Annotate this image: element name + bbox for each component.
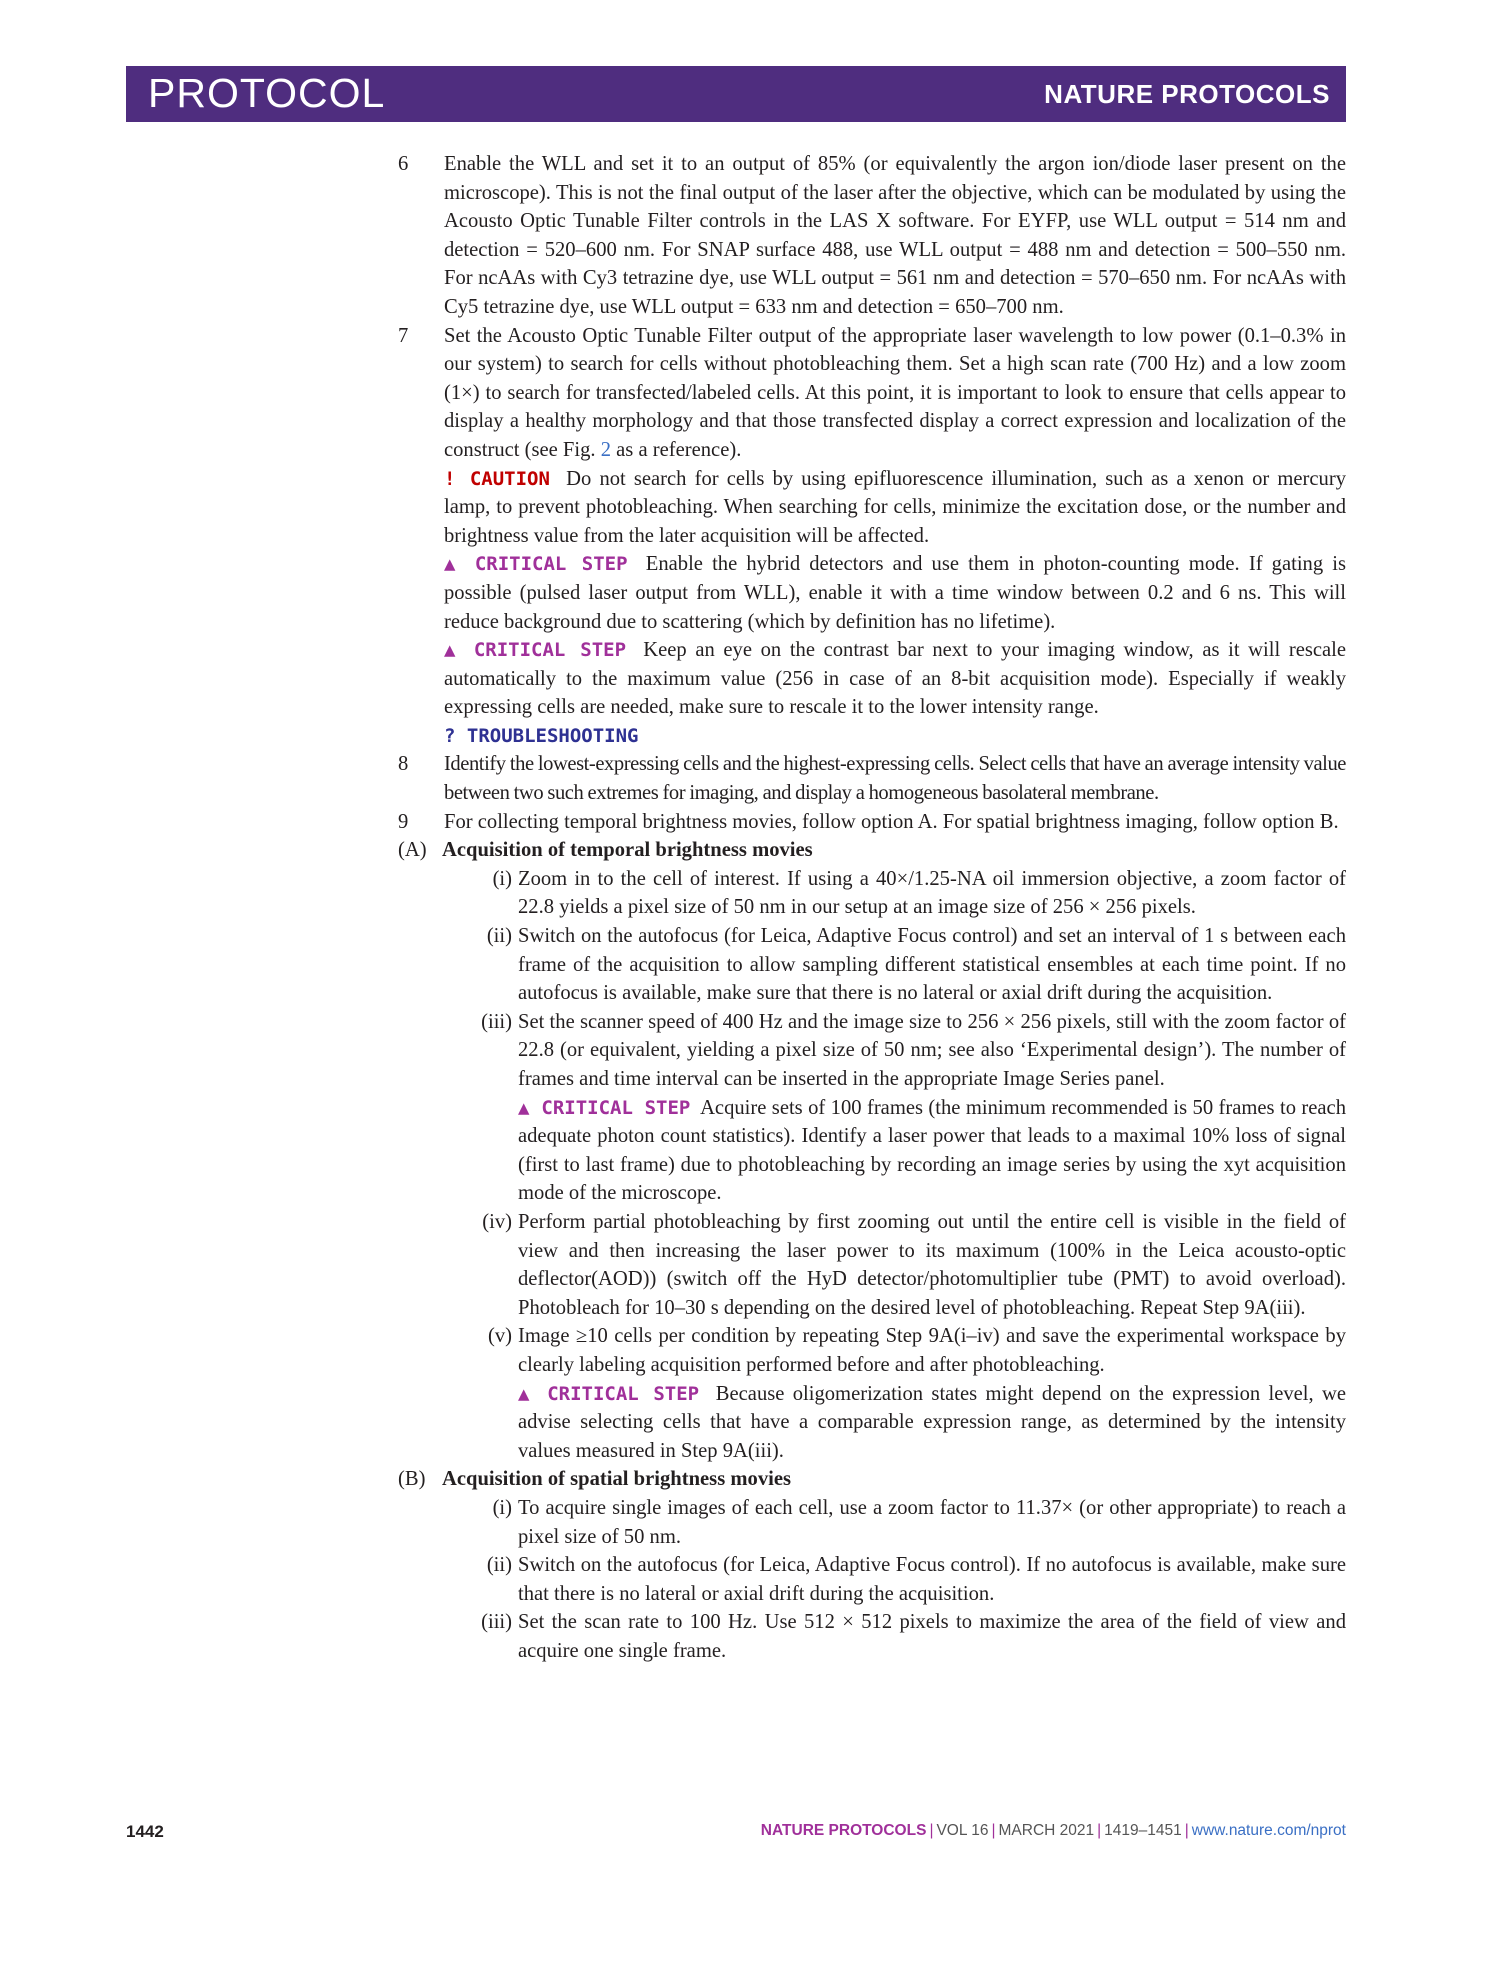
substep-a-iv [398, 1208, 1346, 1322]
step-number: 7 [398, 324, 409, 347]
step-9 [398, 808, 1346, 837]
option-a-heading [398, 836, 1346, 865]
step-text-end: as a reference). [616, 438, 742, 461]
substep-number: (iii) [481, 1611, 512, 1634]
critical-step-note [398, 636, 1346, 722]
critical-step-label: ▲ CRITICAL STEP [444, 639, 627, 662]
substep-text: Set the scan rate to 100 Hz. Use 512 × 512 pixels to maximize the area of the field of view and acquire one single frame. [518, 1611, 1346, 1662]
substep-number: (i) [492, 1496, 512, 1519]
step-text: Enable the WLL and set it to an output of 85% (or equivalently the argon ion/diode laser present on the microscope). This is not the final output of the laser after the objective, which can be modulated by using the Acousto Optic Tunable Filter controls in the LAS X software. For EYFP, use WLL output = 514 nm and detection = 520–600 nm. For SNAP surface 488, use WLL output = 488 nm and detection = 500–550 nm. For ncAAs with Cy3 tetrazine dye, use WLL output = 561 nm and detection = 570–650 nm. For ncAAs with Cy5 tetrazine dye, use WLL output = 633 nm and detection = 650–700 nm. [444, 153, 1346, 318]
footer-pages: 1419–1451 [1104, 1822, 1182, 1839]
critical-step-note [398, 1380, 1346, 1466]
substep-a-iii [398, 1008, 1346, 1094]
caution-text: Do not search for cells by using epifluorescence illumination, such as a xenon or mercury lamp, to prevent photobleaching. When searching for cells, minimize the excitation dose, or the number and brightness value from the later acquisition will be affected. [444, 467, 1346, 547]
footer-date: MARCH 2021 [998, 1822, 1095, 1839]
critical-step-note [398, 550, 1346, 636]
substep-a-i [398, 865, 1346, 922]
step-number: 6 [398, 153, 409, 175]
section-label: PROTOCOL [148, 70, 386, 116]
step-7 [398, 322, 1346, 465]
substep-text: Switch on the autofocus (for Leica, Adaptive Focus control) and set an interval of 1 s between each frame of the acquisition to allow sampling different statistical ensembles at each time point. If no autofocus is available, make sure that there is no lateral or axial drift during the acquisition. [518, 925, 1346, 1005]
step-text: Set the Acousto Optic Tunable Filter output of the appropriate laser wavelength to low power (0.1–0.3% in our system) to search for cells without photobleaching them. Set a high scan rate (700 Hz) and a low zoom (1×) to search for transfected/labeled cells. At this point, it is important to look to ensure that cells appear to display a healthy morphology and that those transfected display a correct expression and localization of the construct (see Fig. [444, 324, 1346, 461]
option-b-heading [398, 1465, 1346, 1494]
substep-b-iii [398, 1608, 1346, 1665]
critical-step-label: ▲ CRITICAL STEP [444, 553, 628, 576]
footer-url-link[interactable]: www.nature.com/nprot [1191, 1822, 1346, 1839]
option-title: Acquisition of spatial brightness movies [442, 1468, 791, 1491]
substep-text: Perform partial photobleaching by first zooming out until the entire cell is visible in the field of view and then increasing the laser power to its maximum (100% in the Leica acousto-optic deflector(AOD)) (switch off the HyD detector/photomultiplier tube (PMT) to avoid overload). Photobleach for 10–30 s depending on the desired level of photobleaching. Repeat Step 9A(iii). [518, 1210, 1346, 1319]
page-number: 1442 [126, 1822, 164, 1841]
critical-step-label: ▲ CRITICAL STEP [518, 1096, 691, 1119]
substep-text: Image ≥10 cells per condition by repeating Step 9A(i–iv) and save the experimental workspace by clearly labeling acquisition performed before and after photobleaching. [518, 1325, 1346, 1376]
troubleshooting-note [398, 722, 1346, 751]
step-text: Identify the lowest-expressing cells and the highest-expressing cells. Select cells that have an average intensity value between two such extremes for imaging, and display a homogeneous basolateral membrane. [444, 753, 1346, 805]
substep-number: (v) [487, 1325, 512, 1348]
substep-b-i [398, 1494, 1346, 1551]
critical-step-label: ▲ CRITICAL STEP [518, 1382, 700, 1405]
caution-note [398, 465, 1346, 551]
journal-name: NATURE PROTOCOLS [1044, 79, 1330, 109]
substep-a-ii [398, 922, 1346, 1008]
critical-step-text: Because oligomerization states might depend on the expression level, we advise selecting cells that have a comparable expression range, as determined by the intensity values measured in Step 9A(iii). [518, 1382, 1347, 1462]
critical-step-note [398, 1094, 1346, 1208]
substep-text: Zoom in to the cell of interest. If using a 40×/1.25-NA oil immersion objective, a zoom factor of 22.8 yields a pixel size of 50 nm in our setup at an image size of 256 × 256 pixels. [518, 867, 1346, 919]
step-number: 8 [398, 753, 408, 776]
step-text: For collecting temporal brightness movies, follow option A. For spatial brightness imaging, follow option B. [444, 810, 1339, 833]
substep-number: (iii) [481, 1010, 512, 1033]
option-title: Acquisition of temporal brightness movies [442, 839, 813, 862]
critical-step-text: Enable the hybrid detectors and use them in photon-counting mode. If gating is possible (pulsed laser output from WLL), enable it with a time window between 0.2 and 6 ns. This will reduce background due to scattering (which by definition has no lifetime). [444, 553, 1347, 633]
option-label: (B) [398, 1468, 426, 1491]
step-8 [398, 750, 1346, 807]
substep-number: (iv) [482, 1210, 512, 1233]
caution-label: ! CAUTION [444, 467, 550, 490]
substep-number: (ii) [486, 925, 512, 948]
substep-text: Set the scanner speed of 400 Hz and the image size to 256 × 256 pixels, still with the zoom factor of 22.8 (or equivalent, yielding a pixel size of 50 nm; see also ‘Experimental design’). The number of frames and time interval can be inserted in the appropriate Image Series panel. [518, 1010, 1346, 1090]
step-6 [398, 150, 1346, 322]
troubleshooting-link[interactable]: ? TROUBLESHOOTING [444, 724, 639, 747]
substep-a-v [398, 1322, 1346, 1379]
substep-b-ii [398, 1551, 1346, 1608]
figure-link[interactable]: 2 [600, 438, 612, 461]
footer-journal: NATURE PROTOCOLS [760, 1822, 927, 1839]
header-banner [126, 66, 1346, 122]
footer-volume: VOL 16 [936, 1822, 989, 1839]
critical-step-text: Keep an eye on the contrast bar next to your imaging window, as it will rescale automatically to the maximum value (256 in case of an 8-bit acquisition mode). Especially if weakly expressing cells are needed, make sure to rescale it to the lower intensity range. [444, 639, 1346, 719]
substep-text: Switch on the autofocus (for Leica, Adaptive Focus control). If no autofocus is available, make sure that there is no lateral or axial drift during the acquisition. [518, 1554, 1346, 1605]
substep-number: (ii) [486, 1554, 512, 1577]
step-number: 9 [398, 810, 409, 833]
critical-step-text: Acquire sets of 100 frames (the minimum recommended is 50 frames to reach adequate photon count statistics). Identify a laser power that leads to a maximal 10% loss of signal (first to last frame) due to photobleaching by recording an image series by using the xyt acquisition mode of the microscope. [518, 1096, 1346, 1205]
option-label: (A) [398, 839, 427, 862]
substep-text: To acquire single images of each cell, use a zoom factor to 11.37× (or other appropriate) to reach a pixel size of 50 nm. [518, 1496, 1346, 1548]
footer-citation: NATURE PROTOCOLS | VOL 16 | MARCH 2021 | 1419–1451 | www.nature.com/nprot [760, 1822, 1346, 1839]
substep-number: (i) [492, 867, 512, 890]
article-body [398, 150, 1346, 1665]
